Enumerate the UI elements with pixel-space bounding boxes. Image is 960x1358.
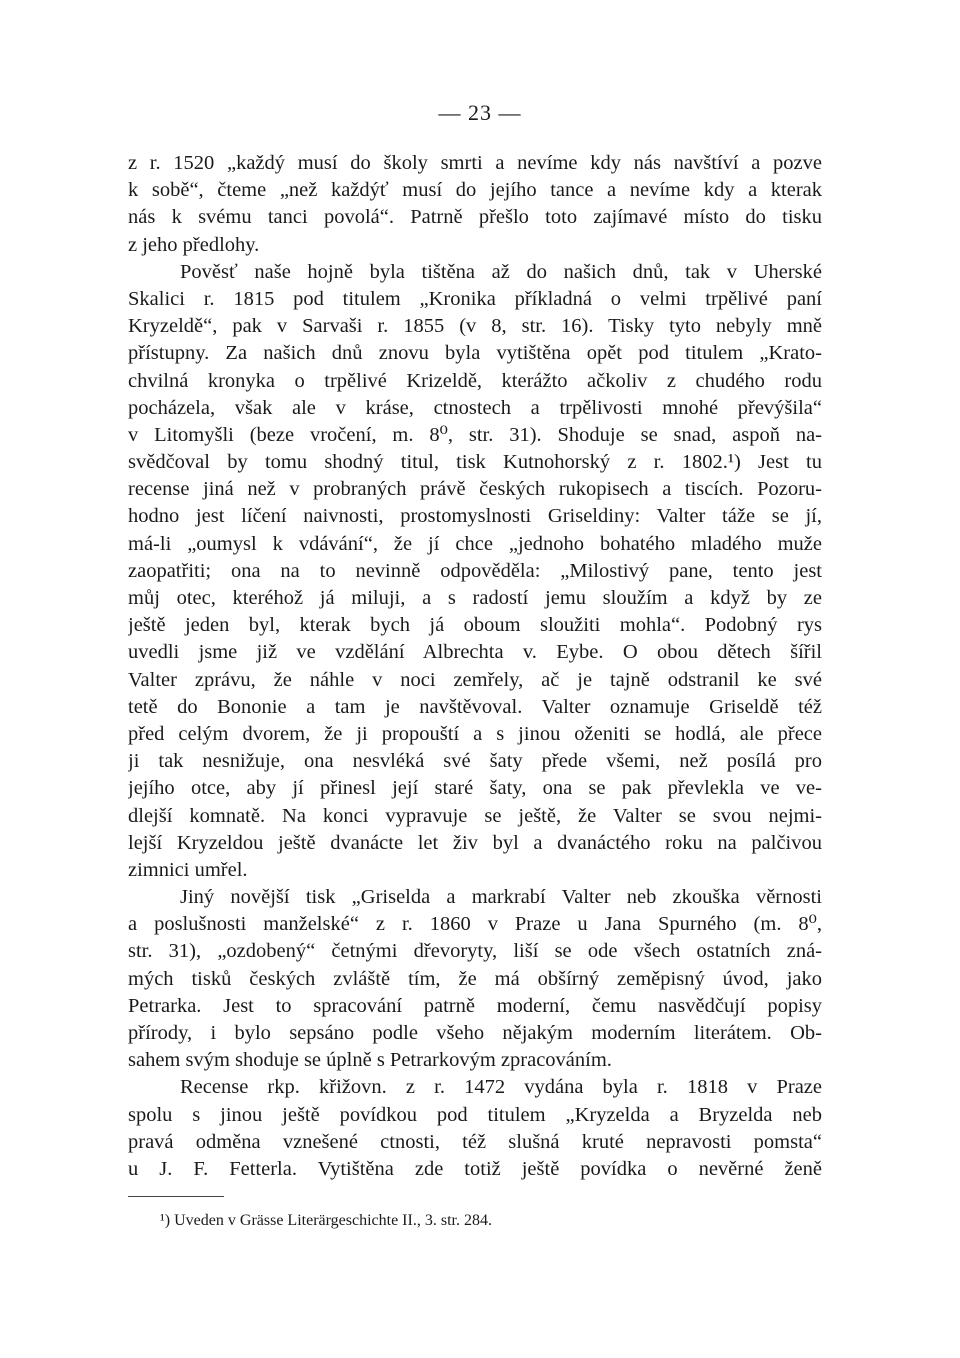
text-line: spolu s jinou ještě povídkou pod titulem „Kryzelda a Bryzelda neb (128, 1103, 822, 1126)
text-line: pravá odměna vznešené ctnosti, též slušná kruté nepravosti pomsta“ (128, 1130, 822, 1153)
text-line: zaopatřiti; ona na to nevinně odpověděla: „Milostivý pane, tento jest (128, 559, 822, 582)
text-line: svědčoval by tomu shodný titul, tisk Kutnohorský z r. 1802.¹) Jest tu (128, 451, 822, 474)
text-line: ještě jeden byl, kterak bych já oboum sloužiti mohla“. Podobný rys (128, 614, 822, 637)
text-line: ji tak nesnižuje, ona nesvléká své šaty přede všemi, než posílá pro (128, 750, 822, 773)
text-line: nás k svému tanci povolá“. Patrně přešlo toto zajímavé místo do tisku (128, 206, 822, 229)
page-number: — 23 — (438, 100, 522, 125)
text-line: tetě do Bononie a tam je navštěvoval. Valter oznamuje Griseldě též (128, 695, 822, 718)
text-line: a poslušnosti manželské“ z r. 1860 v Praze u Jana Spurného (m. 8⁰, (128, 913, 822, 936)
text-line: Recense rkp. křižovn. z r. 1472 vydána byla r. 1818 v Praze (180, 1076, 822, 1099)
footnote-divider (128, 1196, 224, 1197)
text-line: přístupny. Za našich dnů znovu byla vytištěna opět pod titulem „Krato- (128, 342, 822, 365)
text-line: jejího otce, aby jí přinesl její staré šaty, ona se pak převlekla ve ve- (128, 777, 822, 800)
text-line: sahem svým shoduje se úplně s Petrarkovým zpracováním. (128, 1049, 612, 1072)
text-line: Skalici r. 1815 pod titulem „Kronika příkladná o velmi trpělivé paní (128, 287, 822, 310)
text-line: chvilná kronyka o trpělivé Krizeldě, kterážto ačkoliv z chudého rodu (128, 369, 822, 392)
text-line: z r. 1520 „každý musí do školy smrti a nevíme kdy nás navštíví a pozve (128, 152, 822, 174)
text-line: lejší Kryzeldou ještě dvanácte let živ byl a dvanáctého roku na palčivou (128, 831, 822, 854)
text-line: z jeho předlohy. (128, 233, 260, 256)
text-line: zimnici umřel. (128, 858, 248, 881)
text-line: Valter zprávu, že náhle v noci zemřely, ač je tajně odstranil ke své (128, 668, 822, 691)
text-line: uvedli jsme již ve vzdělání Albrechta v. Eybe. O obou dětech šířil (128, 641, 822, 664)
text-line: můj otec, kteréhož já miluji, a s radostí jemu sloužím a když by ze (128, 587, 822, 609)
text-line: Jiný novější tisk „Griselda a markrabí Valter neb zkouška věrnosti (180, 886, 822, 909)
footnote: ¹) Uveden v Grässe Literärgeschichte II., 3. str. 284. (160, 1212, 492, 1229)
text-line: Petrarka. Jest to spracování patrně moderní, čemu nasvědčují popisy (128, 994, 822, 1017)
text-line: pocházela, však ale v kráse, ctnostech a trpělivosti mnohé převýšila“ (128, 396, 822, 419)
text-line: str. 31), „ozdobený“ četnými dřevoryty, liší se ode všech ostatních zná- (128, 940, 822, 963)
text-line: recense jiná než v probraných právě českých rukopisech a tiscích. Pozoru- (128, 478, 822, 501)
text-line: dlejší komnatě. Na konci vypravuje se ještě, že Valter se svou nejmi- (128, 804, 822, 827)
text-line: Pověsť naše hojně byla tištěna až do našich dnů, tak v Uherské (180, 260, 822, 283)
text-line: k sobě“, čteme „než každýť musí do jejího tance a nevíme kdy a kterak (128, 179, 822, 202)
text-line: před celým dvorem, že ji propouští a s jinou oženiti se hodlá, ale přece (128, 722, 822, 745)
text-line: u J. F. Fetterla. Vytištěna zde totiž ještě povídka o nevěrné ženě (128, 1157, 822, 1180)
text-line: má-li „oumysl k vdávání“, že jí chce „jednoho bohatého mladého muže (128, 532, 822, 555)
text-line: hodno jest líčení naivnosti, prostomyslnosti Griseldiny: Valter táže se jí, (128, 505, 822, 528)
text-line: mých tisků českých zvláště tím, že má obšírný zeměpisný úvod, jako (128, 967, 822, 990)
text-line: Kryzeldě“, pak v Sarvaši r. 1855 (v 8, str. 16). Tisky tyto nebyly mně (128, 315, 822, 338)
body-text (128, 150, 822, 1183)
text-line: přírody, i bylo sepsáno podle všeho nějakým moderním literátem. Ob- (128, 1022, 822, 1044)
text-line: v Litomyšli (beze vročení, m. 8⁰, str. 31). Shoduje se snad, aspoň na- (128, 423, 822, 446)
